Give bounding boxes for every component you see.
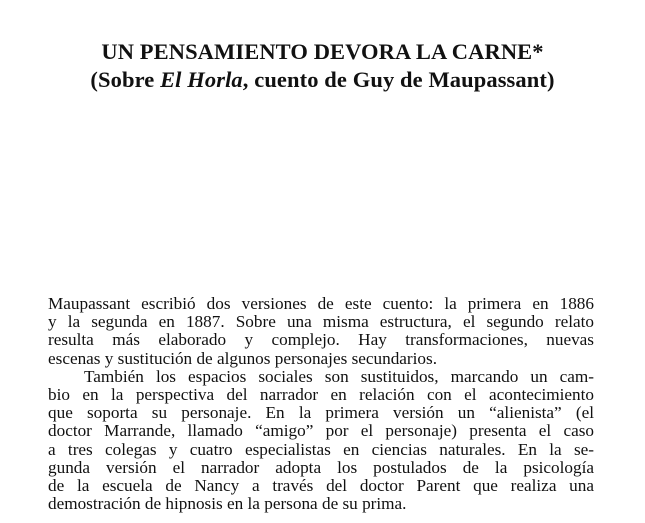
subtitle-suffix: , cuento de Guy de Maupassant) <box>242 67 555 92</box>
text-line: También los espacios sociales son sustituidos, marcando un cam- <box>84 366 594 386</box>
chapter-title <box>0 38 645 94</box>
text-line: que soporta su personaje. En la primera versión un “alienista” (el <box>48 403 594 423</box>
paragraph <box>48 368 594 514</box>
text-line: doctor Marrande, llamado “amigo” por el personaje) presenta el caso <box>48 421 594 441</box>
text-line: de la escuela de Nancy a través del doctor Parent que realiza una <box>48 476 594 496</box>
subtitle-work-title: El Horla <box>160 67 243 92</box>
text-line: Maupassant escribió dos versiones de este cuento: la primera en 1886 <box>48 294 594 313</box>
paragraph <box>48 295 594 368</box>
text-line: escenas y sustitución de algunos personajes secundarios. <box>48 348 438 368</box>
text-line: resulta más elaborado y complejo. Hay transformaciones, nuevas <box>48 330 594 350</box>
text-line: demostración de hipnosis en la persona de su prima. <box>48 494 407 514</box>
subtitle-prefix: (Sobre <box>90 67 161 92</box>
title-subtitle <box>0 66 645 94</box>
text-line: y la segunda en 1887. Sobre una misma estructura, el segundo relato <box>48 312 594 332</box>
text-line: a tres colegas y cuatro especialistas en ciencias naturales. En la se- <box>48 439 594 459</box>
body-text <box>48 295 594 513</box>
text-line: bio en la perspectiva del narrador en relación con el acontecimiento <box>48 385 594 405</box>
text-line: gunda versión el narrador adopta los postulados de la psicología <box>48 457 594 477</box>
title-main: UN PENSAMIENTO DEVORA LA CARNE* <box>101 39 544 64</box>
